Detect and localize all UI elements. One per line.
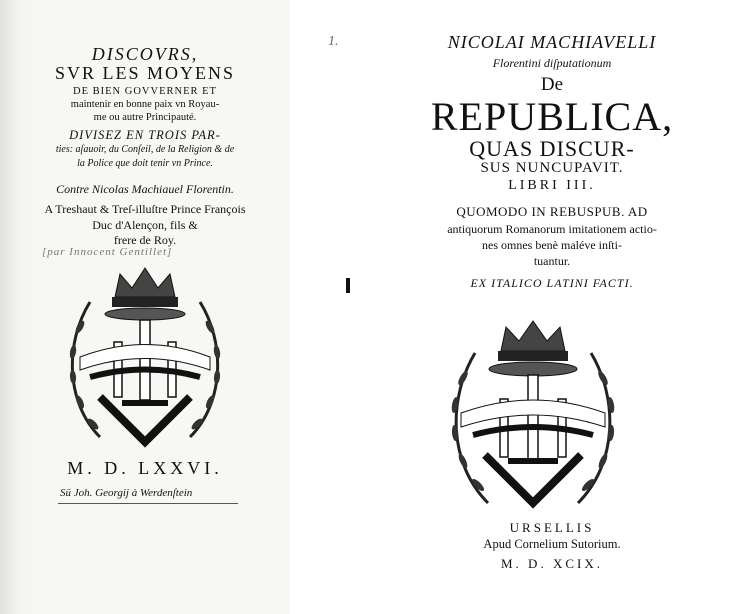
provenance-inscription: Sü Joh. Georgij à Werdenſtein xyxy=(60,487,193,499)
page-number: 1. xyxy=(328,34,339,49)
left-dedication-2: Duc d'Alençon, fils & xyxy=(92,218,198,232)
right-author: NICOLAI MACHIAVELLI xyxy=(447,32,657,52)
left-title-maintenir: maintenir en bonne paix vn Royau- xyxy=(70,99,220,110)
right-libri: LIBRI III. xyxy=(508,178,596,193)
right-title-page xyxy=(375,0,729,614)
left-dedication-1: A Treshaut & Treſ-illuſtre Prince François xyxy=(44,202,246,216)
right-subtitle: Florentini diſputationum xyxy=(492,56,612,70)
printer-emblem-right xyxy=(443,313,623,513)
left-title-discours: DISCOVRS, xyxy=(91,44,199,64)
right-imprint-date: M. D. XCIX. xyxy=(501,556,603,571)
right-quomodo-3: nes omnes benè maléve inſti- xyxy=(482,238,622,252)
right-sus-nuncupavit: SUS NUNCUPAVIT. xyxy=(480,160,624,176)
left-imprint-date: M. D. LXXVI. xyxy=(67,458,223,478)
left-dedication-3: frere de Roy. xyxy=(113,233,177,247)
left-title-gouverner: DE BIEN GOVVERNER ET xyxy=(73,86,217,97)
right-quomodo-2: antiquorum Romanorum imitationem actio- xyxy=(447,222,657,236)
right-printer: Apud Cornelium Sutorium. xyxy=(483,537,621,551)
left-division-heading: DIVISEZ EN TROIS PAR- xyxy=(69,128,221,142)
right-quomodo-4: tuantur. xyxy=(533,254,571,268)
left-title-principaute: me ou autre Principauté. xyxy=(93,112,197,123)
left-division-text-2: la Police que doit tenir vn Prince. xyxy=(77,158,213,169)
handwritten-attribution: [par Innocent Gentillet] xyxy=(42,246,173,258)
left-title-moyens: SVR LES MOYENS xyxy=(54,63,236,83)
gutter-mark xyxy=(346,278,350,293)
right-republica: REPUBLICA, xyxy=(430,94,674,139)
right-quas-discur: QUAS DISCUR- xyxy=(469,136,635,161)
right-de: De xyxy=(540,74,564,95)
right-ex-italico: EX ITALICO LATINI FACTI. xyxy=(470,276,634,290)
right-printer-place: URSELLIS xyxy=(509,520,595,535)
printer-emblem-left xyxy=(60,262,230,452)
left-contre-machiavel: Contre Nicolas Machiauel Florentin. xyxy=(56,182,234,196)
left-title-page xyxy=(0,0,290,614)
right-quomodo-1: QUOMODO IN REBUSPUB. AD xyxy=(456,204,648,219)
provenance-underline xyxy=(58,503,238,504)
left-division-text-1: ties: aſauoir, du Conſeil, de la Religion & de xyxy=(55,144,235,155)
